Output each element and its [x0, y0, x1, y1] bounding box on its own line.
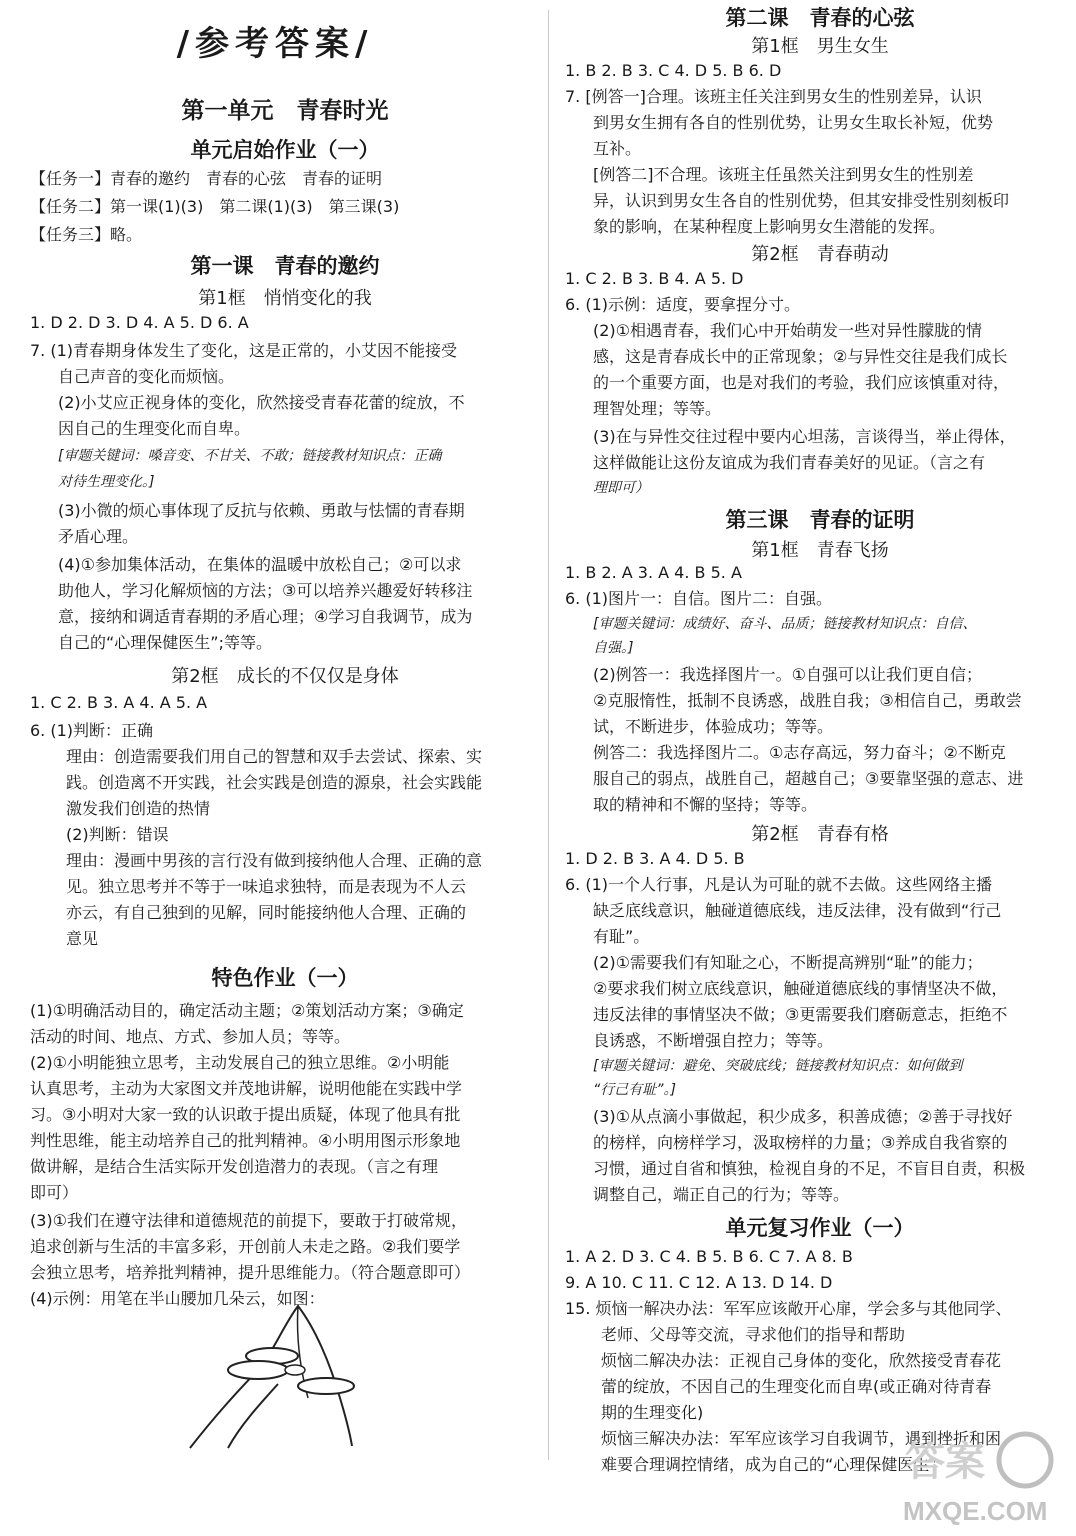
- text-line: (3)小微的烦心事体现了反抗与依赖、勇敢与怯懦的青春期: [58, 501, 465, 520]
- text-line: 6. (1)一个人行事，凡是认为可耻的就不去做。这些网络主播: [565, 875, 993, 894]
- watermark-text: MXQE.COM: [903, 1496, 1048, 1526]
- text-line: 6. (1)示例：适度，要拿捏分寸。: [565, 295, 801, 314]
- column-divider: [548, 10, 549, 1460]
- key-words-note: 对待生理变化。]: [58, 474, 155, 490]
- text-line: 这样做能让这份友谊成为我们青春美好的见证。（言之有: [593, 453, 986, 472]
- text-line: 习惯，通过自省和慎独，检视自身的不足，不盲目自责，积极: [593, 1159, 1026, 1178]
- start-homework-title: 单元启始作业（一）: [190, 138, 380, 162]
- text-line: 践。创造离不开实践，社会实践是创造的源泉，社会实践能: [66, 773, 483, 792]
- text-line: (4)①参加集体活动，在集体的温暖中放松自己；②可以求: [58, 555, 462, 574]
- lesson-3-section-1: 第1框 青春飞扬: [751, 540, 889, 561]
- text-line: (2)①相遇青春，我们心中开始萌发一些对异性朦胧的情: [593, 321, 983, 340]
- text-line: 7. [例答一]合理。该班主任关注到男女生的性别差异，认识: [565, 87, 982, 106]
- text-line: 良诱惑，不断增强自控力；等等。: [593, 1031, 834, 1050]
- text-line: 意，接纳和调适青春期的矛盾心理；④学习自我调节，成为: [58, 607, 473, 626]
- text-line: (2)例答一：我选择图片一。①自强可以让我们更自信；: [593, 665, 983, 684]
- task-1: 【任务一】青春的邀约 青春的心弦 青春的证明: [30, 169, 383, 188]
- text-line: 蕾的绽放，不因自己的生理变化而自卑(或正确对待青春: [601, 1377, 992, 1396]
- text-line: 试，不断进步，体验成功；等等。: [593, 717, 834, 736]
- text-line: 例答二：我选择图片二。①志存高远，努力奋斗；②不断克: [593, 743, 1006, 762]
- l2s1-answers: 1. B 2. B 3. C 4. D 5. B 6. D: [565, 61, 782, 80]
- text-line: 互补。: [593, 139, 642, 158]
- text-line: 6. (1)图片一：自信。图片二：自强。: [565, 589, 833, 608]
- text-line: 习。③小明对大家一致的认识敢于提出质疑，体现了他具有批: [30, 1105, 461, 1124]
- text-line: 追求创新与生活的丰富多彩，开创前人未走之路。②我们要学: [30, 1237, 461, 1256]
- text-line: 因自己的生理变化而自卑。: [58, 419, 251, 438]
- text-line: 自己的“心理保健医生”;等等。: [58, 633, 272, 652]
- text-line: 缺乏底线意识，触碰道德底线，违反法律，没有做到“行己: [593, 901, 1002, 920]
- review-answers-2: 9. A 10. C 11. C 12. A 13. D 14. D: [565, 1273, 833, 1292]
- lesson-3-section-2: 第2框 青春有格: [751, 824, 889, 845]
- text-line: 有耻”。: [593, 927, 650, 946]
- text-line: 6. (1)判断：正确: [30, 721, 154, 740]
- text-line: 服自己的弱点，战胜自己，超越自己；③要靠坚强的意志、进: [593, 769, 1024, 788]
- lesson-3-title: 第三课 青春的证明: [725, 508, 915, 532]
- text-line: 的一个重要方面，也是对我们的考验，我们应该慎重对待，: [593, 373, 1010, 392]
- lesson-1-section-1: 第1框 悄悄变化的我: [198, 288, 372, 309]
- key-words-note: [审题关键词：嗓音变、不甘关、不敢；链接教材知识点：正确: [58, 448, 442, 464]
- text-line: 理由：创造需要我们用自己的智慧和双手去尝试、探索、实: [66, 747, 483, 766]
- text-line: 感，这是青春成长中的正常现象；②与异性交往是我们成长: [593, 347, 1008, 366]
- lesson-2-section-2: 第2框 青春萌动: [751, 244, 889, 265]
- key-words-note: “行己有耻”。]: [593, 1082, 676, 1098]
- text-line: 7. (1)青春期身体发生了变化，这是正常的，小艾因不能接受: [30, 341, 458, 360]
- lesson-1-section-2: 第2框 成长的不仅仅是身体: [171, 666, 399, 687]
- text-line: (1)①明确活动目的，确定活动主题；②策划活动方案；③确定: [30, 1001, 464, 1020]
- page-title: /参考答案/: [176, 24, 374, 64]
- text-line: 助他人，学习化解烦恼的方法；③可以培养兴趣爱好转移注: [58, 581, 473, 600]
- task-2: 【任务二】第一课(1)(3) 第二课(1)(3) 第三课(3): [30, 197, 400, 216]
- special-homework-title: 特色作业（一）: [211, 966, 359, 990]
- text-line: 违反法律的事情坚决不做；③更需要我们磨砺意志，拒绝不: [593, 1005, 1008, 1024]
- text-line: 15. 烦恼一解决办法：军军应该敞开心扉，学会多与其他同学、: [565, 1299, 1012, 1318]
- text-line: 做讲解，是结合生活实际开发创造潜力的表现。（言之有理: [30, 1157, 439, 1176]
- text-line: 亦云，有自己独到的见解，同时能接纳他人合理、正确的: [66, 903, 467, 922]
- l2s2-answers: 1. C 2. B 3. B 4. A 5. D: [565, 269, 744, 288]
- text-line: 自己声音的变化而烦恼。: [58, 367, 235, 386]
- lesson-2-title: 第二课 青春的心弦: [725, 6, 915, 30]
- text-line: 认真思考，主动为大家图文并茂地讲解，说明他能在实践中学: [30, 1079, 463, 1098]
- text-line: 象的影响，在某种程度上影响男女生潜能的发挥。: [593, 217, 946, 236]
- l3s1-answers: 1. B 2. A 3. A 4. B 5. A: [565, 563, 742, 582]
- mountain-cloud-drawing: [180, 1298, 380, 1453]
- lesson-2-section-1: 第1框 男生女生: [751, 36, 889, 57]
- task-3: 【任务三】略。: [30, 225, 143, 244]
- text-line: ②要求我们树立底线意识，触碰道德底线的事情坚决不做，: [593, 979, 1008, 998]
- text-line: 意见: [66, 929, 99, 948]
- text-line: 理由：漫画中男孩的言行没有做到接纳他人合理、正确的意: [66, 851, 483, 870]
- key-words-note: [审题关键词：成绩好、奋斗、品质；链接教材知识点：自信、: [593, 616, 977, 632]
- text-line: (4)示例：用笔在半山腰加几朵云，如图：: [30, 1289, 325, 1308]
- text-line: 理即可）: [593, 480, 649, 496]
- key-words-note: [审题关键词：避免、突破底线；链接教材知识点：如何做到: [593, 1058, 963, 1074]
- key-words-note: 自强。]: [593, 640, 634, 656]
- svg-text:答案: 答案: [905, 1440, 985, 1484]
- text-line: 期的生理变化): [601, 1403, 704, 1422]
- text-line: 矛盾心理。: [58, 527, 139, 546]
- text-line: ②克服惰性，抵制不良诱惑，战胜自我；③相信自己，勇敢尝: [593, 691, 1022, 710]
- unit-title: 第一单元 青春时光: [181, 98, 389, 124]
- text-line: [例答二]不合理。该班主任虽然关注到男女生的性别差: [593, 165, 974, 184]
- text-line: 的榜样，向榜样学习，汲取榜样的力量；③养成自我省察的: [593, 1133, 1008, 1152]
- text-line: (3)①我们在遵守法律和道德规范的前提下，要敢于打破常规，: [30, 1211, 468, 1230]
- text-line: 即可）: [30, 1183, 79, 1202]
- text-line: 取的精神和不懈的坚持；等等。: [593, 795, 818, 814]
- text-line: 激发我们创造的热情: [66, 799, 211, 818]
- text-line: 判性思维，能主动培养自己的批判精神。④小明用图示形象地: [30, 1131, 461, 1150]
- lesson-1-title: 第一课 青春的邀约: [190, 254, 380, 278]
- review-homework-title: 单元复习作业（一）: [725, 1216, 915, 1240]
- text-line: 烦恼三解决办法：军军应该学习自我调节，遇到挫折和困: [601, 1429, 1002, 1448]
- text-line: (2)①小明能独立思考，主动发展自己的独立思维。②小明能: [30, 1053, 450, 1072]
- text-line: (2)判断：错误: [66, 825, 169, 844]
- text-line: 见。独立思考并不等于一味追求独特，而是表现为不人云: [66, 877, 467, 896]
- l3s2-answers: 1. D 2. B 3. A 4. D 5. B: [565, 849, 745, 868]
- text-line: 烦恼二解决办法：正视自己身体的变化，欣然接受青春花: [601, 1351, 1002, 1370]
- text-line: 难要合理调控情绪，成为自己的“心理保健医生”: [601, 1455, 938, 1474]
- text-line: (2)小艾应正视身体的变化，欣然接受青春花蕾的绽放，不: [58, 393, 465, 412]
- text-line: 理智处理；等等。: [593, 399, 722, 418]
- l1s2-answers: 1. C 2. B 3. A 4. A 5. A: [30, 693, 208, 712]
- text-line: 活动的时间、地点、方式、参加人员；等等。: [30, 1027, 351, 1046]
- watermark-logo: [895, 1420, 1065, 1534]
- l1s1-answers: 1. D 2. D 3. D 4. A 5. D 6. A: [30, 313, 249, 332]
- text-line: (3)在与异性交往过程中要内心坦荡，言谈得当，举止得体，: [593, 427, 1016, 446]
- review-answers-1: 1. A 2. D 3. C 4. B 5. B 6. C 7. A 8. B: [565, 1247, 853, 1266]
- text-line: 到男女生拥有各自的性别优势，让男女生取长补短，优势: [593, 113, 994, 132]
- text-line: 调整自己，端正自己的行为；等等。: [593, 1185, 850, 1204]
- text-line: (3)①从点滴小事做起，积少成多，积善成德；②善于寻找好: [593, 1107, 1013, 1126]
- text-line: 老师、父母等交流，寻求他们的指导和帮助: [601, 1325, 906, 1344]
- text-line: (2)①需要我们有知耻之心，不断提高辨别“耻”的能力；: [593, 953, 983, 972]
- text-line: 会独立思考，培养批判精神，提升思维能力。（符合题意即可）: [30, 1263, 471, 1282]
- text-line: 异，认识到男女生各自的性别优势，但其安排受性别刻板印: [593, 191, 1010, 210]
